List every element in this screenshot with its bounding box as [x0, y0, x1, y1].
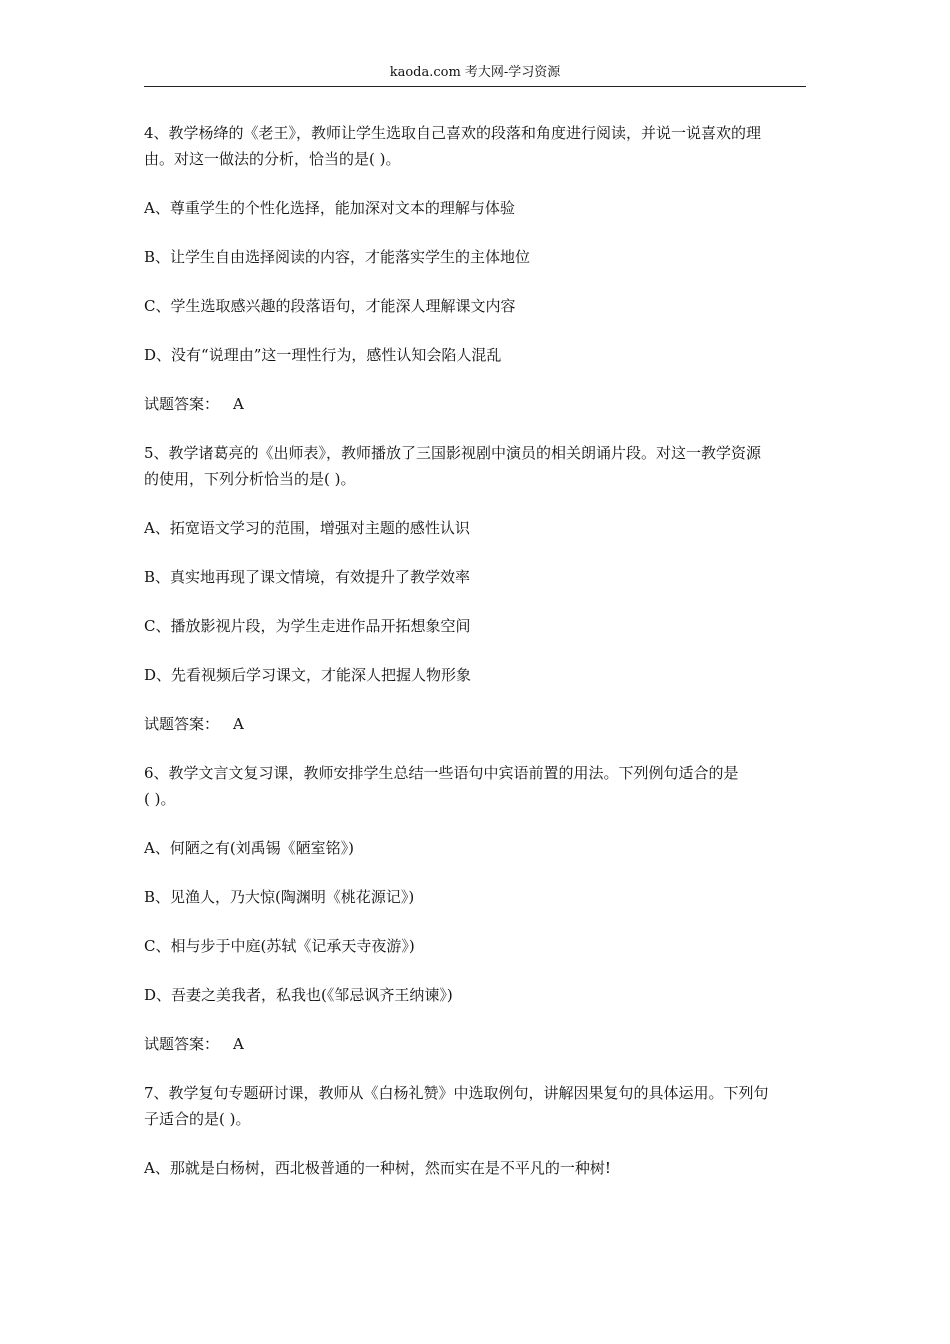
page-header: [144, 62, 806, 87]
question-stem-line: 4、教学杨绛的《老王》，教师让学生选取自己喜欢的段落和角度进行阅读，并说一说喜欢的理: [144, 124, 762, 142]
question-4: [144, 120, 808, 172]
answer-value: A: [233, 1035, 244, 1053]
question-7: [144, 1080, 808, 1132]
option-b: B、见渔人，乃大惊(陶渊明《桃花源记》): [144, 888, 415, 906]
question-stem-line: ( )。: [144, 790, 176, 808]
option-a: A、那就是白杨树，西北极普通的一种树，然而实在是不平凡的一种树!: [144, 1159, 611, 1177]
question-stem-line: 的使用，下列分析恰当的是( )。: [144, 470, 356, 488]
answer-row: [144, 1031, 808, 1057]
document-body: [144, 120, 808, 1204]
option-c: C、播放影视片段，为学生走进作品开拓想象空间: [144, 617, 471, 635]
question-stem-line: 7、教学复句专题研讨课，教师从《白杨礼赞》中选取例句，讲解因果复句的具体运用。下列句: [144, 1084, 769, 1102]
option-d: D、吾妻之美我者，私我也(《邹忌讽齐王纳谏》): [144, 986, 453, 1004]
option-d: D、先看视频后学习课文，才能深人把握人物形象: [144, 666, 472, 684]
option-b: B、真实地再现了课文情境，有效提升了教学效率: [144, 568, 471, 586]
option-a: A、拓宽语文学习的范围，增强对主题的感性认识: [144, 519, 470, 537]
answer-label: 试题答案：: [144, 715, 220, 733]
question-stem-line: 5、教学诸葛亮的《出师表》，教师播放了三国影视剧中演员的相关朗诵片段。对这一教学资源: [144, 444, 762, 462]
question-5: [144, 440, 808, 492]
answer-row: [144, 711, 808, 737]
answer-row: [144, 391, 808, 417]
question-6: [144, 760, 808, 812]
question-stem-line: 子适合的是( )。: [144, 1110, 251, 1128]
option-b: B、让学生自由选择阅读的内容，才能落实学生的主体地位: [144, 248, 531, 266]
question-stem-line: 由。对这一做法的分析，恰当的是( )。: [144, 150, 401, 168]
option-d: D、没有“说理由”这一理性行为，感性认知会陷人混乱: [144, 346, 502, 364]
answer-label: 试题答案：: [144, 395, 220, 413]
answer-value: A: [233, 715, 244, 733]
option-c: C、学生选取感兴趣的段落语句，才能深人理解课文内容: [144, 297, 516, 315]
answer-value: A: [233, 395, 244, 413]
header-site-title: kaoda.com 考大网-学习资源: [389, 65, 561, 80]
question-stem-line: 6、教学文言文复习课，教师安排学生总结一些语句中宾语前置的用法。下列例句适合的是: [144, 764, 739, 782]
option-a: A、尊重学生的个性化选择，能加深对文本的理解与体验: [144, 199, 515, 217]
option-a: A、何陋之有(刘禹锡《陋室铭》): [144, 839, 355, 857]
answer-label: 试题答案：: [144, 1035, 220, 1053]
option-c: C、相与步于中庭(苏轼《记承天寺夜游》): [144, 937, 415, 955]
